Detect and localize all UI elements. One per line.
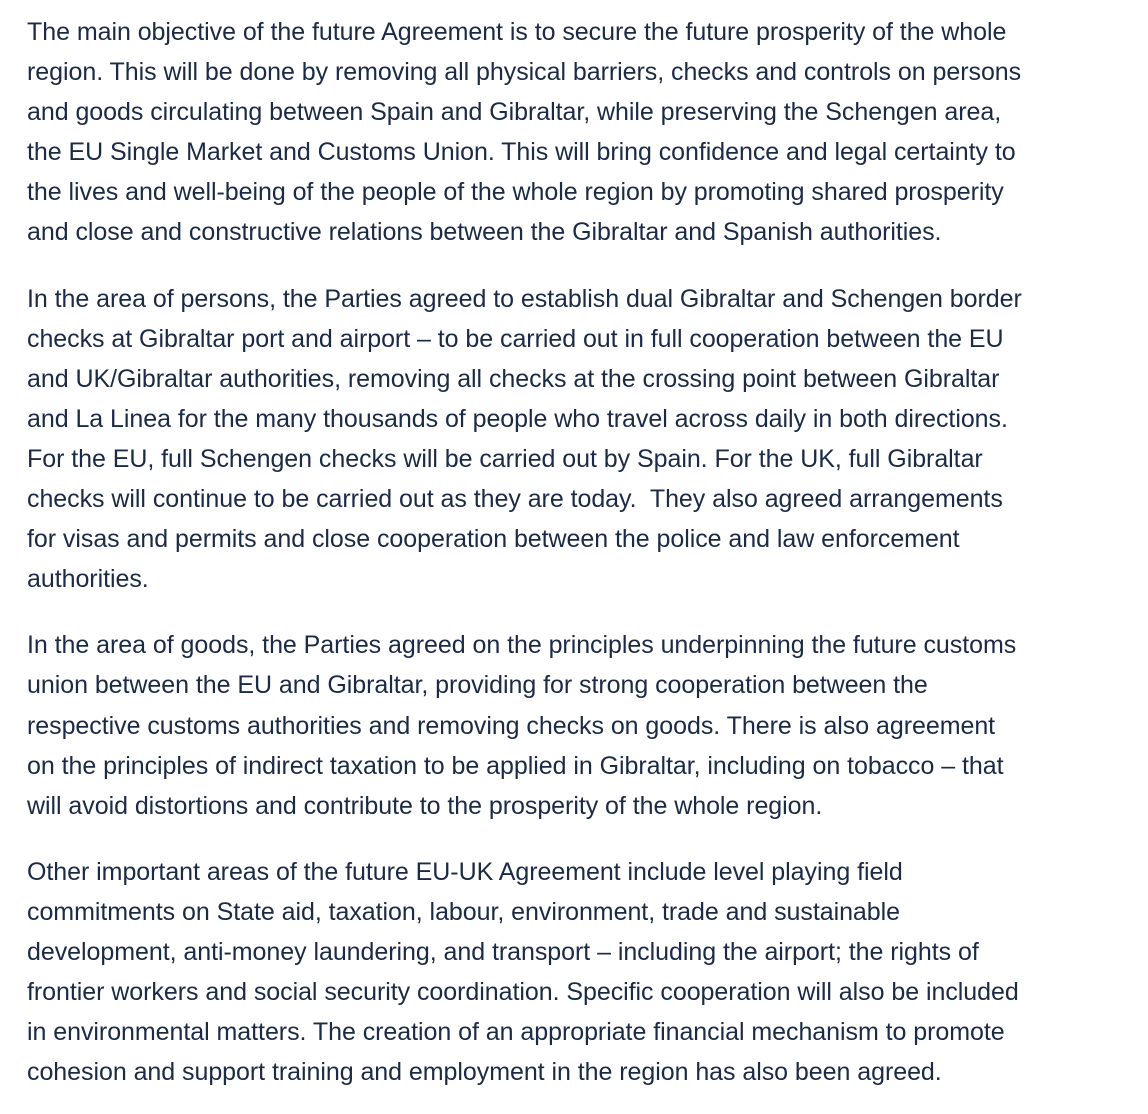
text-line: and close and constructive relations between the Gibraltar and Spanish authorities.	[27, 218, 942, 247]
paragraph-persons	[27, 279, 1120, 600]
text-line: the EU Single Market and Customs Union. This will bring confidence and legal certainty to	[27, 138, 1016, 167]
text-line: authorities.	[27, 565, 149, 594]
text-line: in environmental matters. The creation of an appropriate financial mechanism to promote	[27, 1018, 1005, 1047]
text-line: respective customs authorities and removing checks on goods. There is also agreement	[27, 711, 996, 740]
text-line: frontier workers and social security coordination. Specific cooperation will also be included	[27, 978, 1019, 1007]
text-line: In the area of goods, the Parties agreed on the principles underpinning the future customs	[27, 631, 1017, 660]
text-line: Other important areas of the future EU-UK Agreement include level playing field	[27, 857, 903, 886]
text-line: on the principles of indirect taxation to be applied in Gibraltar, including on tobacco – that	[27, 751, 1004, 780]
text-line: checks at Gibraltar port and airport – to be carried out in full cooperation between the EU	[27, 324, 1004, 353]
text-line: development, anti-money laundering, and transport – including the airport; the rights of	[27, 937, 979, 966]
text-line: commitments on State aid, taxation, labour, environment, trade and sustainable	[27, 897, 900, 926]
text-line: In the area of persons, the Parties agreed to establish dual Gibraltar and Schengen border	[27, 284, 1022, 313]
text-line: checks will continue to be carried out as they are today. They also agreed arrangements	[27, 485, 1003, 514]
text-line: for visas and permits and close cooperation between the police and law enforcement	[27, 525, 960, 554]
paragraph-goods	[27, 625, 1120, 825]
text-line: and UK/Gibraltar authorities, removing all checks at the crossing point between Gibraltar	[27, 364, 1000, 393]
text-line: and La Linea for the many thousands of people who travel across daily in both directions.	[27, 404, 1008, 433]
text-line: and goods circulating between Spain and Gibraltar, while preserving the Schengen area,	[27, 98, 1002, 127]
text-line: the lives and well-being of the people of the whole region by promoting shared prosperity	[27, 178, 1004, 207]
text-line: The main objective of the future Agreement is to secure the future prosperity of the whole	[27, 18, 1007, 46]
paragraph-objective	[27, 12, 1120, 253]
paragraph-other-areas	[27, 852, 1120, 1093]
text-line: cohesion and support training and employment in the region has also been agreed.	[27, 1058, 942, 1087]
text-line: For the EU, full Schengen checks will be carried out by Spain. For the UK, full Gibraltar	[27, 444, 983, 473]
text-line: union between the EU and Gibraltar, providing for strong cooperation between the	[27, 671, 928, 700]
text-line: region. This will be done by removing all physical barriers, checks and controls on persons	[27, 58, 1022, 87]
text-line: will avoid distortions and contribute to the prosperity of the whole region.	[27, 791, 823, 820]
